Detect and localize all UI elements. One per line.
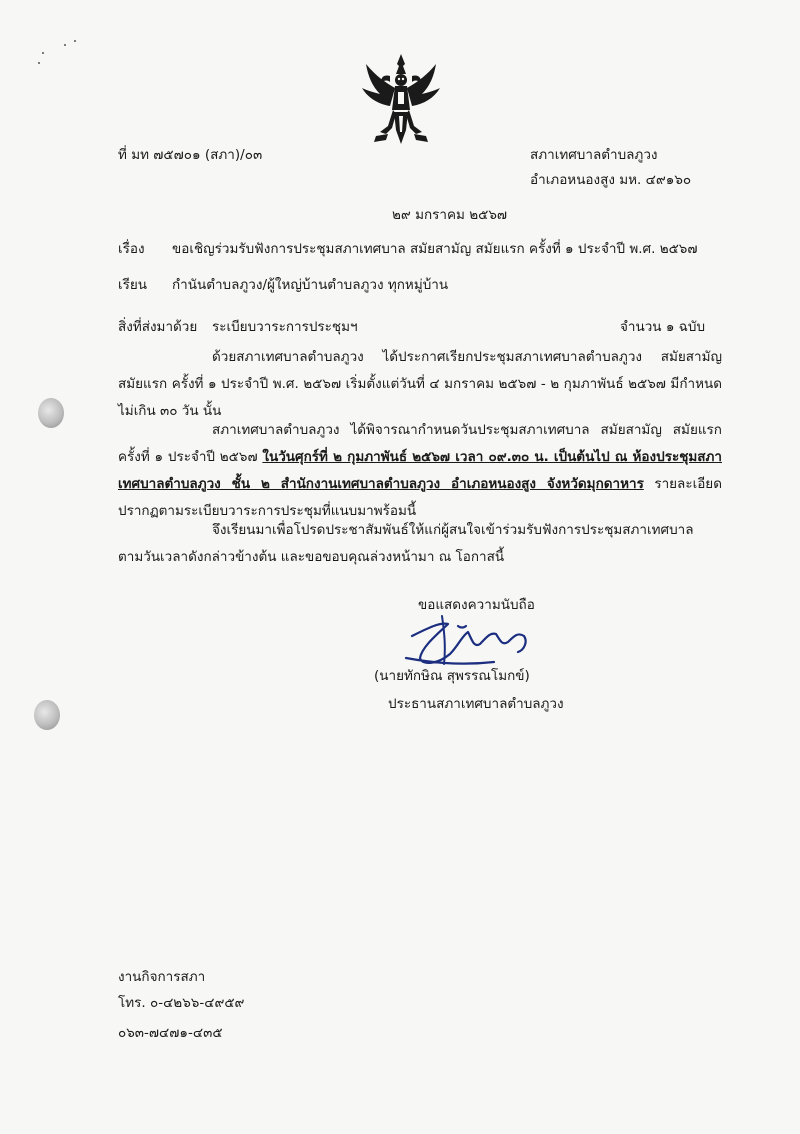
paragraph-1-text: ด้วยสภาเทศบาลตำบลภูวง ได้ประกาศเรียกประชุมสภาเทศบาลตำบลภูวง สมัยสามัญ สมัยแรก ครั้งที่ ๑ ประจำปี พ.ศ. ๒๕๖๗ เริ่มตั้งแต่วันที่ ๔ มกราคม ๒๕๖๗ - ๒ กุมภาพันธ์ ๒๕๖๗ มีกำหนดไม่เกิน ๓๐ วัน นั้น	[118, 349, 722, 419]
scan-specks	[36, 38, 86, 68]
subject-text: ขอเชิญร่วมรับฟังการประชุมสภาเทศบาล สมัยสามัญ สมัยแรก ครั้งที่ ๑ ประจำปี พ.ศ. ๒๕๖๗	[172, 241, 698, 257]
handwritten-signature	[398, 606, 548, 672]
to-label: เรียน	[118, 277, 148, 293]
garuda-emblem-icon	[360, 52, 442, 148]
body-paragraph-2	[118, 417, 722, 525]
punch-hole-top	[38, 398, 64, 428]
attachment-text: ระเบียบวาระการประชุมฯ	[212, 319, 358, 335]
meeting-details-emphasis: ในวันศุกร์ที่ ๒ กุมภาพันธ์ ๒๕๖๗ เวลา ๐๙.๓๐ น. เป็นต้นไป ณ ห้องประชุมสภาเทศบาลตำบลภูวง ชั้น ๒ สำนักงานเทศบาลตำบลภูวง อำเภอหนองสูง จังหวัดมุกดาหาร	[118, 449, 722, 492]
footer-mobile: ๐๖๓-๗๔๗๑-๔๓๕	[118, 1025, 223, 1041]
body-paragraph-1	[118, 344, 722, 425]
organization-address: อำเภอหนองสูง มห. ๔๙๑๖๐	[530, 172, 692, 188]
footer-phone: โทร. ๐-๔๒๖๖-๔๙๕๙	[118, 995, 245, 1011]
to-text: กำนันตำบลภูวง/ผู้ใหญ่บ้านตำบลภูวง ทุกหมู่บ้าน	[172, 277, 449, 293]
attachment-label: สิ่งที่ส่งมาด้วย	[118, 319, 198, 335]
body-paragraph-3	[118, 517, 722, 571]
reference-number: ที่ มท ๗๕๗๐๑ (สภา)/๐๓	[118, 147, 263, 163]
subject-label: เรื่อง	[118, 241, 145, 257]
closing-regards: ขอแสดงความนับถือ	[418, 597, 535, 613]
footer-department: งานกิจการสภา	[118, 969, 206, 985]
paragraph-2-end: รายละเอียดปรากฏตามระเบียบวาระการประชุมที่แนบมาพร้อมนี้	[118, 476, 722, 519]
organization-name: สภาเทศบาลตำบลภูวง	[530, 147, 658, 163]
attachment-count: จำนวน ๑ ฉบับ	[620, 319, 706, 335]
letter-date: ๒๙ มกราคม ๒๕๖๗	[392, 207, 508, 223]
paragraph-2-start: สภาเทศบาลตำบลภูวง ได้พิจารณากำหนดวันประชุมสภาเทศบาล สมัยสามัญ สมัยแรก ครั้งที่ ๑ ประจำปี ๒๕๖๗	[118, 422, 722, 465]
signer-position: ประธานสภาเทศบาลตำบลภูวง	[388, 696, 564, 712]
signer-name: (นายทักษิณ สุพรรณโมกข์)	[374, 668, 530, 684]
punch-hole-bottom	[34, 700, 60, 730]
paragraph-3-text: จึงเรียนมาเพื่อโปรดประชาสัมพันธ์ให้แก่ผู้สนใจเข้าร่วมรับฟังการประชุมสภาเทศบาล ตามวันเวลาดังกล่าวข้างต้น และขอขอบคุณล่วงหน้ามา ณ โอกาสนี้	[118, 522, 694, 565]
